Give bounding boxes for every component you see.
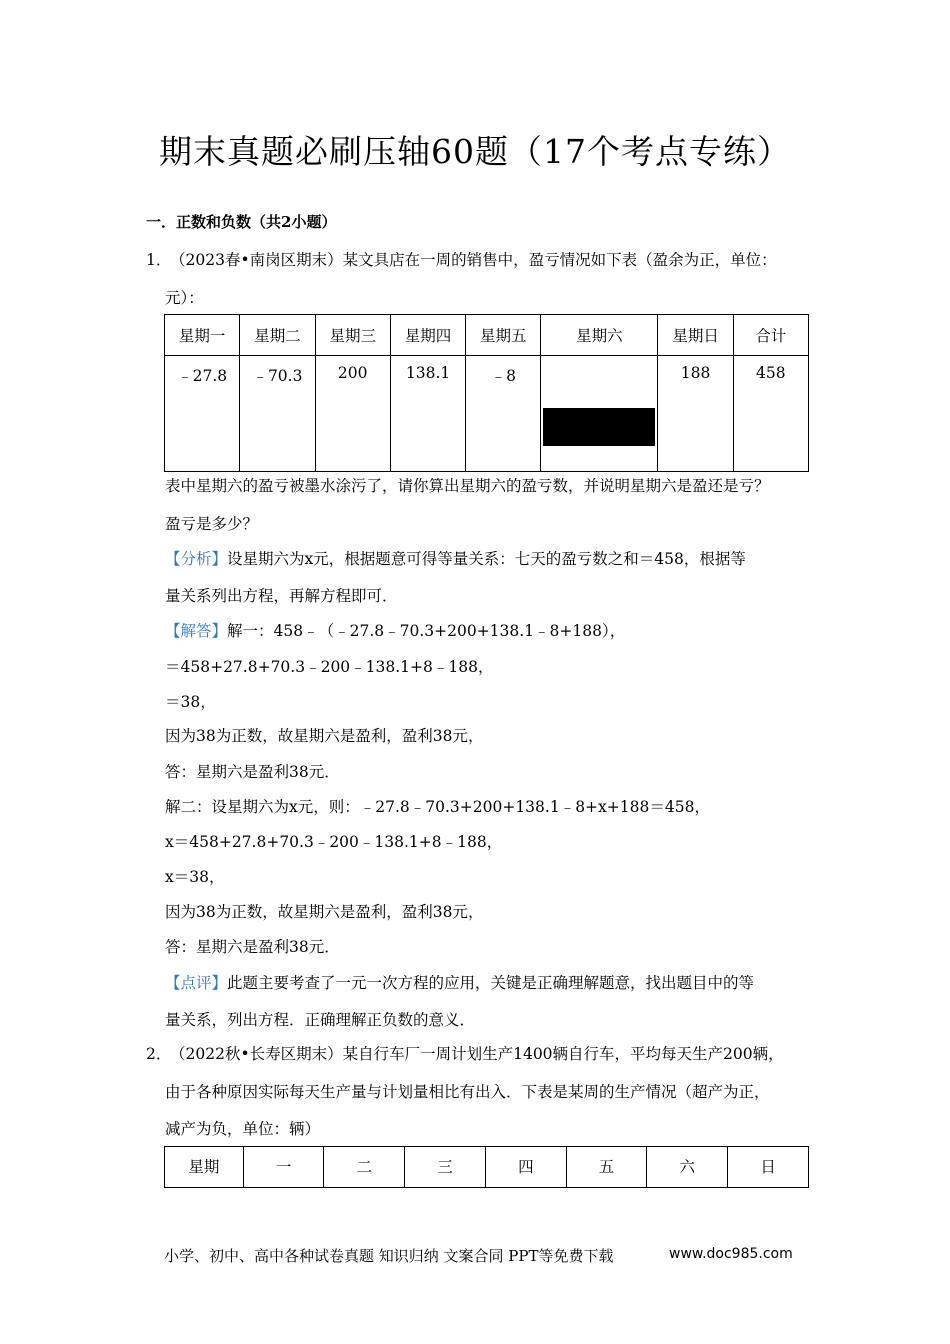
table-header-cell: 星期二 [240,315,315,356]
solution-text: 答：星期六是盈利38元． [165,763,340,781]
table-header-cell: 星期四 [390,315,465,356]
table-header-cell: 四 [485,1147,566,1188]
footer-url[interactable]: www.doc985.com [669,1246,793,1262]
table-cell: 188 [658,356,733,472]
question-stem: 元）： [165,289,204,307]
page-title: 期末真题必刷压轴60题（17个考点专练） [159,132,791,171]
solution-text: x＝38， [165,868,225,886]
comment-text: 量关系，列出方程．正确理解正负数的意义． [165,1011,476,1029]
solution-text: 解一：458﹣（﹣27.8﹣70.3+200+138.1﹣8+188）， [227,622,626,640]
question-stem: （2023春•南岗区期末）某文具店在一周的销售中，盈亏情况如下表（盈余为正，单位： [170,251,777,269]
table-cell: ﹣70.3 [240,356,315,472]
question-text: 盈亏是多少？ [165,515,259,533]
table-header-cell: 星期六 [541,315,658,356]
production-table [164,1146,809,1188]
table-header-cell: 五 [566,1147,647,1188]
solution-line [165,619,625,641]
question-stem: 由于各种原因实际每天生产量与计划量相比有出入．下表是某周的生产情况（超产为正， [165,1083,770,1101]
analysis-line [165,547,746,569]
section-heading: 一．正数和负数（共2小题） [146,213,337,231]
table-cell: 138.1 [390,356,465,472]
solution-text: x＝458+27.8+70.3﹣200﹣138.1+8﹣188， [165,833,503,851]
table-header-cell: 一 [243,1147,324,1188]
table-header-cell: 六 [647,1147,728,1188]
question-number: 2． [146,1045,172,1063]
solution-text: ＝38， [165,693,216,711]
table-header-cell: 星期 [165,1147,244,1188]
comment-tag: 【点评】 [165,974,228,992]
table-cell: 458 [733,356,808,472]
footer-text: 小学、初中、高中各种试卷真题 知识归纳 文案合同 PPT等免费下载 [164,1247,614,1265]
table-cell: ﹣8 [466,356,541,472]
profit-loss-table [164,314,809,472]
table-header-cell: 合计 [733,315,808,356]
solution-text: 因为38为正数，故星期六是盈利，盈利38元， [165,903,484,921]
analysis-text: 设星期六为x元，根据题意可得等量关系：七天的盈亏数之和＝458，根据等 [227,550,746,568]
question-stem: 减产为负，单位：辆） [165,1120,321,1138]
table-cell: 200 [315,356,390,472]
table-header-cell: 星期一 [165,315,240,356]
solution-text: 答：星期六是盈利38元． [165,938,340,956]
question-number: 1． [146,251,172,269]
analysis-tag: 【分析】 [165,550,228,568]
question-text: 表中星期六的盈亏被墨水涂污了，请你算出星期六的盈亏数，并说明星期六是盈还是亏？ [165,477,770,495]
solution-text: ＝458+27.8+70.3﹣200﹣138.1+8﹣188， [165,658,494,676]
solution-text: 解二：设星期六为x元，则：﹣27.8﹣70.3+200+138.1﹣8+x+188＝458， [165,798,710,816]
analysis-text: 量关系列出方程，再解方程即可． [165,587,398,605]
table-header-cell: 二 [324,1147,405,1188]
comment-line [165,971,754,993]
comment-text: 此题主要考查了一元一次方程的应用，关键是正确理解题意，找出题目中的等 [227,974,755,992]
table-header-cell: 三 [405,1147,486,1188]
ink-stain [543,408,655,446]
table-header-cell: 星期五 [466,315,541,356]
solution-tag: 【解答】 [165,622,228,640]
table-header-cell: 星期三 [315,315,390,356]
table-header-cell: 星期日 [658,315,733,356]
table-header-cell: 日 [728,1147,809,1188]
table-cell: ﹣27.8 [165,356,240,472]
solution-text: 因为38为正数，故星期六是盈利，盈利38元， [165,727,484,745]
question-stem: （2022秋•长寿区期末）某自行车厂一周计划生产1400辆自行车，平均每天生产200辆， [170,1045,784,1063]
